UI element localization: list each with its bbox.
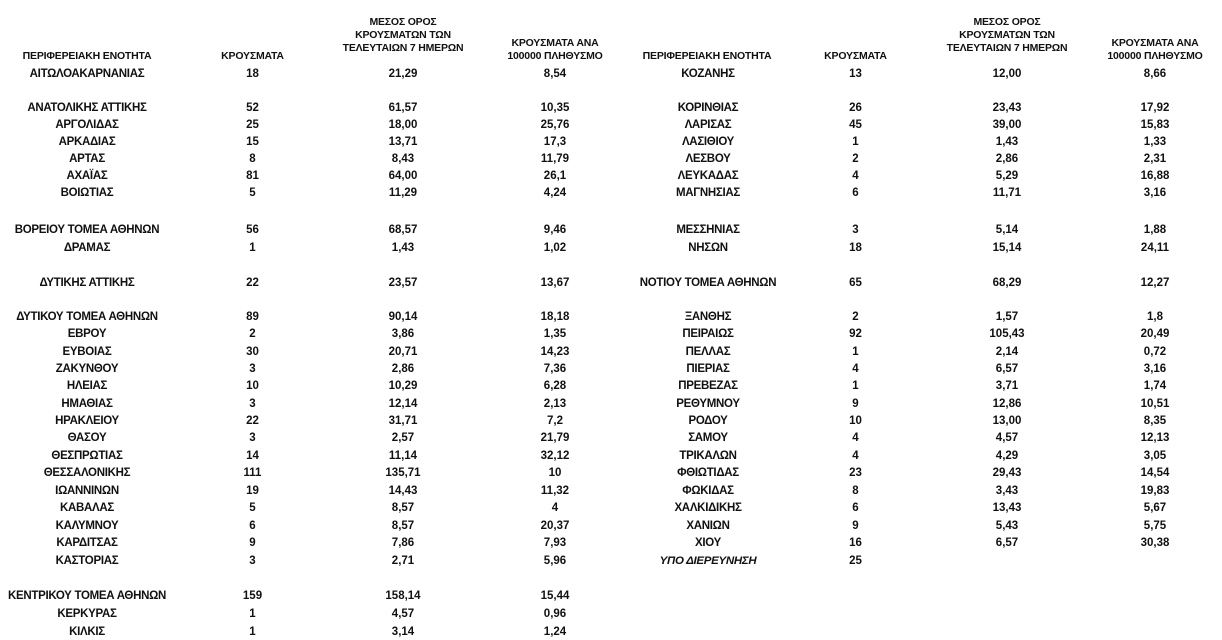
- region-name-cell: ΠΙΕΡΙΑΣ: [686, 363, 730, 375]
- per100k-cell: 26,1: [543, 170, 567, 182]
- avg-cell: 23,43: [992, 102, 1022, 114]
- per100k-cell: 4,24: [543, 187, 567, 199]
- avg-cell: 1,43: [391, 242, 415, 254]
- per100k-cell: 1,02: [543, 242, 567, 254]
- region-name-cell: ΖΑΚΥΝΘΟΥ: [55, 363, 119, 375]
- region-name-cell: ΗΜΑΘΙΑΣ: [61, 398, 113, 410]
- per100k-cell: 30,38: [1140, 537, 1170, 549]
- region-name-cell: ΛΕΣΒΟΥ: [685, 153, 731, 165]
- per100k-cell: 24,11: [1140, 242, 1170, 254]
- avg-cell: 1,57: [995, 311, 1019, 323]
- cases-cell: 111: [243, 467, 262, 479]
- region-name-cell: ΔΡΑΜΑΣ: [63, 242, 111, 254]
- region-name-cell: ΘΑΣΟΥ: [67, 432, 107, 444]
- per100k-cell: 2,31: [1143, 153, 1167, 165]
- per100k-cell: 11,79: [540, 153, 570, 165]
- region-name-cell: ΥΠΟ ΔΙΕΡΕΥΝΗΣΗ: [659, 555, 757, 567]
- cases-cell: 14: [246, 450, 259, 462]
- avg-cell: 31,71: [388, 415, 418, 427]
- cases-cell: 22: [246, 277, 259, 289]
- header-cases-label: ΚΡΟΥΣΜΑΤΑ: [221, 50, 284, 62]
- cases-cell: 92: [849, 328, 862, 340]
- cases-cell: 6: [249, 520, 256, 532]
- cases-cell: 18: [246, 68, 259, 80]
- per100k-cell: 10,35: [540, 102, 570, 114]
- cases-cell: 15: [246, 136, 259, 148]
- header-avg-line-1: ΜΕΣΟΣ ΟΡΟΣ: [973, 16, 1041, 28]
- table-row: [0, 500, 1222, 516]
- region-name-cell: ΑΡΓΟΛΙΔΑΣ: [55, 119, 119, 131]
- region-name-cell: ΧΙΟΥ: [695, 537, 721, 549]
- avg-cell: 135,71: [385, 467, 421, 479]
- per100k-cell: 15,44: [540, 590, 570, 602]
- cases-cell: 13: [849, 68, 862, 80]
- avg-cell: 23,57: [388, 277, 418, 289]
- cases-cell: 10: [849, 415, 862, 427]
- avg-cell: 18,00: [388, 119, 418, 131]
- avg-cell: 2,71: [391, 555, 415, 567]
- per100k-cell: 18,18: [540, 311, 570, 323]
- per100k-cell: 14,23: [540, 346, 570, 358]
- avg-cell: 12,00: [992, 68, 1022, 80]
- per100k-cell: 32,12: [540, 450, 570, 462]
- region-name-cell: ΑΝΑΤΟΛΙΚΗΣ ΑΤΤΙΚΗΣ: [27, 102, 147, 114]
- table-row: [0, 588, 1222, 604]
- cases-cell: 1: [852, 380, 859, 392]
- table-row: [0, 185, 1222, 201]
- per100k-cell: 1,88: [1143, 224, 1167, 236]
- per100k-cell: 5,75: [1143, 520, 1167, 532]
- table-row: [0, 606, 1222, 622]
- avg-cell: 64,00: [388, 170, 418, 182]
- header-cases-left: [205, 50, 300, 63]
- avg-cell: 2,57: [391, 432, 415, 444]
- per100k-cell: 25,76: [540, 119, 570, 131]
- avg-cell: 8,57: [391, 502, 415, 514]
- header-avg-line-2: ΚΡΟΥΣΜΑΤΩΝ ΤΩΝ: [355, 29, 451, 41]
- header-per100k-line-2: 100000 ΠΛΗΘΥΣΜΟ: [507, 50, 603, 62]
- region-name-cell: ΒΟΡΕΙΟΥ ΤΟΜΕΑ ΑΘΗΝΩΝ: [14, 224, 160, 236]
- region-name-cell: ΛΑΣΙΘΙΟΥ: [681, 136, 735, 148]
- avg-cell: 3,71: [995, 380, 1019, 392]
- avg-cell: 105,43: [989, 328, 1025, 340]
- region-name-cell: ΝΟΤΙΟΥ ΤΟΜΕΑ ΑΘΗΝΩΝ: [639, 277, 777, 289]
- region-name-cell: ΑΡΤΑΣ: [69, 153, 105, 165]
- per100k-cell: 7,2: [547, 415, 563, 427]
- region-name-cell: ΚΙΛΚΙΣ: [69, 626, 105, 638]
- region-name-cell: ΚΑΛΥΜΝΟΥ: [55, 520, 119, 532]
- table-row: [0, 518, 1222, 534]
- table-row: [0, 326, 1222, 342]
- cases-cell: 3: [249, 363, 256, 375]
- per100k-cell: 20,49: [1140, 328, 1170, 340]
- per100k-cell: 12,13: [1140, 432, 1170, 444]
- cases-cell: 4: [852, 363, 859, 375]
- header-region-label: ΠΕΡΙΦΕΡΕΙΑΚΗ ΕΝΟΤΗΤΑ: [22, 50, 152, 62]
- region-name-cell: ΔΥΤΙΚΗΣ ΑΤΤΙΚΗΣ: [39, 277, 135, 289]
- per100k-cell: 17,3: [543, 136, 567, 148]
- cases-cell: 18: [849, 242, 862, 254]
- per100k-cell: 16,88: [1140, 170, 1170, 182]
- table-row: [0, 553, 1222, 569]
- avg-cell: 4,57: [391, 608, 415, 620]
- header-region-label: ΠΕΡΙΦΕΡΕΙΑΚΗ ΕΝΟΤΗΤΑ: [642, 50, 772, 62]
- avg-cell: 6,57: [995, 537, 1019, 549]
- cases-cell: 5: [249, 187, 256, 199]
- table-row: [0, 309, 1222, 325]
- region-name-cell: ΡΕΘΥΜΝΟΥ: [676, 398, 740, 410]
- per100k-cell: 1,33: [1143, 136, 1167, 148]
- per100k-cell: 7,36: [543, 363, 567, 375]
- cases-cell: 5: [249, 502, 256, 514]
- table-row: [0, 430, 1222, 446]
- table-row: [0, 344, 1222, 360]
- per100k-cell: 3,05: [1143, 450, 1167, 462]
- avg-cell: 13,43: [992, 502, 1022, 514]
- header-per100k-line-1: ΚΡΟΥΣΜΑΤΑ ΑΝΑ: [511, 37, 599, 49]
- header-avg-line-2: ΚΡΟΥΣΜΑΤΩΝ ΤΩΝ: [959, 29, 1055, 41]
- cases-cell: 2: [852, 311, 859, 323]
- per100k-cell: 4: [551, 502, 559, 514]
- table-row: [0, 134, 1222, 150]
- cases-cell: 1: [249, 608, 256, 620]
- cases-cell: 1: [852, 346, 859, 358]
- avg-cell: 158,14: [385, 590, 421, 602]
- cases-cell: 30: [246, 346, 259, 358]
- region-name-cell: ΚΟΡΙΝΘΙΑΣ: [677, 102, 739, 114]
- region-name-cell: ΦΘΙΩΤΙΔΑΣ: [677, 467, 739, 479]
- per100k-cell: 6,28: [543, 380, 567, 392]
- per100k-cell: 1,74: [1143, 380, 1167, 392]
- cases-cell: 10: [246, 380, 259, 392]
- per100k-cell: 11,32: [540, 485, 570, 497]
- avg-cell: 14,43: [388, 485, 418, 497]
- region-name-cell: ΕΒΡΟΥ: [67, 328, 107, 340]
- region-name-cell: ΧΑΝΙΩΝ: [686, 520, 730, 532]
- cases-cell: 1: [852, 136, 859, 148]
- cases-cell: 25: [849, 555, 862, 567]
- cases-cell: 8: [249, 153, 256, 165]
- table-row: [0, 222, 1222, 238]
- avg-cell: 21,29: [388, 68, 418, 80]
- per100k-cell: 3,16: [1143, 363, 1167, 375]
- avg-cell: 2,14: [995, 346, 1019, 358]
- region-name-cell: ΔΥΤΙΚΟΥ ΤΟΜΕΑ ΑΘΗΝΩΝ: [16, 311, 158, 323]
- cases-cell: 1: [249, 626, 256, 638]
- per100k-cell: 0,96: [543, 608, 567, 620]
- table-row: [0, 396, 1222, 412]
- region-name-cell: ΚΕΝΤΡΙΚΟΥ ΤΟΜΕΑ ΑΘΗΝΩΝ: [8, 590, 166, 602]
- header-region-left: [2, 50, 172, 63]
- table-row: [0, 240, 1222, 256]
- avg-cell: 8,43: [391, 153, 415, 165]
- region-name-cell: ΛΕΥΚΑΔΑΣ: [677, 170, 739, 182]
- avg-cell: 20,71: [388, 346, 418, 358]
- region-name-cell: ΗΛΕΙΑΣ: [66, 380, 108, 392]
- avg-cell: 12,86: [992, 398, 1022, 410]
- header-avg-right: [922, 16, 1092, 55]
- avg-cell: 13,71: [388, 136, 418, 148]
- region-name-cell: ΣΑΜΟΥ: [688, 432, 728, 444]
- cases-cell: 23: [849, 467, 862, 479]
- region-name-cell: ΗΡΑΚΛΕΙΟΥ: [55, 415, 119, 427]
- per100k-cell: 8,66: [1143, 68, 1167, 80]
- per100k-cell: 5,67: [1143, 502, 1167, 514]
- per100k-cell: 8,54: [543, 68, 567, 80]
- region-name-cell: ΒΟΙΩΤΙΑΣ: [60, 187, 114, 199]
- avg-cell: 68,57: [388, 224, 418, 236]
- cases-cell: 26: [849, 102, 862, 114]
- header-cases-label: ΚΡΟΥΣΜΑΤΑ: [824, 50, 887, 62]
- per100k-cell: 21,79: [540, 432, 570, 444]
- region-name-cell: ΜΕΣΣΗΝΙΑΣ: [676, 224, 740, 236]
- table-row: [0, 378, 1222, 394]
- per100k-cell: 1,35: [543, 328, 567, 340]
- cases-cell: 2: [852, 153, 859, 165]
- avg-cell: 6,57: [995, 363, 1019, 375]
- cases-cell: 19: [246, 485, 259, 497]
- per100k-cell: 17,92: [1140, 102, 1170, 114]
- avg-cell: 4,29: [995, 450, 1019, 462]
- header-avg-line-3: ΤΕΛΕΥΤΑΙΩΝ 7 ΗΜΕΡΩΝ: [946, 42, 1068, 54]
- table-row: [0, 66, 1222, 82]
- cases-cell: 3: [249, 555, 256, 567]
- region-name-cell: ΑΡΚΑΔΙΑΣ: [58, 136, 116, 148]
- avg-cell: 29,43: [992, 467, 1022, 479]
- region-name-cell: ΚΑΡΔΙΤΣΑΣ: [56, 537, 118, 549]
- per100k-cell: 12,27: [1140, 277, 1170, 289]
- table-row: [0, 483, 1222, 499]
- region-name-cell: ΑΧΑΪΑΣ: [66, 170, 108, 182]
- avg-cell: 1,43: [995, 136, 1019, 148]
- cases-cell: 65: [849, 277, 862, 289]
- per100k-cell: 19,83: [1140, 485, 1170, 497]
- avg-cell: 3,43: [995, 485, 1019, 497]
- cases-cell: 159: [242, 590, 263, 602]
- cases-cell: 16: [849, 537, 862, 549]
- header-per100k-line-2: 100000 ΠΛΗΘΥΣΜΟ: [1107, 50, 1203, 62]
- cases-cell: 81: [246, 170, 259, 182]
- cases-cell: 3: [249, 432, 256, 444]
- avg-cell: 39,00: [992, 119, 1022, 131]
- table-row: [0, 100, 1222, 116]
- avg-cell: 68,29: [992, 277, 1022, 289]
- table-row: [0, 448, 1222, 464]
- cases-cell: 2: [249, 328, 256, 340]
- table-row: [0, 535, 1222, 551]
- cases-cell: 9: [249, 537, 256, 549]
- avg-cell: 61,57: [388, 102, 418, 114]
- region-name-cell: ΑΙΤΩΛΟΑΚΑΡΝΑΝΙΑΣ: [29, 68, 145, 80]
- avg-cell: 5,43: [995, 520, 1019, 532]
- region-name-cell: ΠΕΙΡΑΙΩΣ: [682, 328, 734, 340]
- avg-cell: 7,86: [391, 537, 415, 549]
- cases-cell: 6: [852, 187, 859, 199]
- per100k-cell: 1,8: [1147, 311, 1163, 323]
- region-name-cell: ΞΑΝΘΗΣ: [684, 311, 732, 323]
- region-name-cell: ΜΑΓΝΗΣΙΑΣ: [675, 187, 740, 199]
- header-per100k-left: [485, 37, 625, 63]
- region-name-cell: ΚΑΒΑΛΑΣ: [60, 502, 114, 514]
- cases-cell: 1: [249, 242, 256, 254]
- table-row: [0, 275, 1222, 291]
- avg-cell: 11,14: [388, 450, 418, 462]
- region-name-cell: ΦΩΚΙΔΑΣ: [682, 485, 734, 497]
- per100k-cell: 9,46: [543, 224, 567, 236]
- avg-cell: 4,57: [995, 432, 1019, 444]
- cases-cell: 56: [246, 224, 259, 236]
- region-name-cell: ΠΡΕΒΕΖΑΣ: [678, 380, 738, 392]
- region-name-cell: ΝΗΣΩΝ: [688, 242, 728, 254]
- table-row: [0, 465, 1222, 481]
- region-name-cell: ΚΟΖΑΝΗΣ: [681, 68, 735, 80]
- header-avg-line-3: ΤΕΛΕΥΤΑΙΩΝ 7 ΗΜΕΡΩΝ: [342, 42, 464, 54]
- per100k-cell: 1,24: [543, 626, 567, 638]
- region-name-cell: ΙΩΑΝΝΙΝΩΝ: [55, 485, 119, 497]
- avg-cell: 8,57: [391, 520, 415, 532]
- avg-cell: 90,14: [388, 311, 418, 323]
- region-name-cell: ΧΑΛΚΙΔΙΚΗΣ: [674, 502, 742, 514]
- per100k-cell: 0,72: [1143, 346, 1167, 358]
- header-per100k-line-1: ΚΡΟΥΣΜΑΤΑ ΑΝΑ: [1111, 37, 1199, 49]
- per100k-cell: 15,83: [1140, 119, 1170, 131]
- cases-cell: 22: [246, 415, 259, 427]
- header-avg-left: [318, 16, 488, 55]
- region-name-cell: ΘΕΣΠΡΩΤΙΑΣ: [51, 450, 123, 462]
- per100k-cell: 8,35: [1143, 415, 1167, 427]
- avg-cell: 2,86: [995, 153, 1019, 165]
- avg-cell: 15,14: [992, 242, 1022, 254]
- per100k-cell: 10,51: [1140, 398, 1170, 410]
- cases-cell: 3: [249, 398, 256, 410]
- per100k-cell: 2,13: [543, 398, 567, 410]
- avg-cell: 3,86: [391, 328, 415, 340]
- per100k-cell: 5,96: [543, 555, 567, 567]
- cases-cell: 45: [849, 119, 862, 131]
- header-region-right: [622, 50, 792, 63]
- region-name-cell: ΤΡΙΚΑΛΩΝ: [679, 450, 737, 462]
- table-row: [0, 624, 1222, 640]
- cases-cell: 52: [246, 102, 259, 114]
- cases-cell: 8: [852, 485, 859, 497]
- header-avg-line-1: ΜΕΣΟΣ ΟΡΟΣ: [369, 16, 437, 28]
- region-name-cell: ΛΑΡΙΣΑΣ: [684, 119, 732, 131]
- cases-cell: 6: [852, 502, 859, 514]
- per100k-cell: 20,37: [540, 520, 570, 532]
- avg-cell: 2,86: [391, 363, 415, 375]
- cases-cell: 89: [246, 311, 259, 323]
- per100k-cell: 13,67: [540, 277, 570, 289]
- cases-cell: 25: [246, 119, 259, 131]
- avg-cell: 5,29: [995, 170, 1019, 182]
- region-name-cell: ΘΕΣΣΑΛΟΝΙΚΗΣ: [43, 467, 131, 479]
- cases-cell: 4: [852, 432, 859, 444]
- avg-cell: 10,29: [388, 380, 418, 392]
- table-row: [0, 151, 1222, 167]
- avg-cell: 11,71: [992, 187, 1022, 199]
- region-name-cell: ΚΑΣΤΟΡΙΑΣ: [55, 555, 119, 567]
- table-row: [0, 168, 1222, 184]
- header-per100k-right: [1088, 37, 1222, 63]
- region-name-cell: ΚΕΡΚΥΡΑΣ: [57, 608, 117, 620]
- region-name-cell: ΡΟΔΟΥ: [688, 415, 728, 427]
- cases-cell: 4: [852, 170, 859, 182]
- avg-cell: 11,29: [388, 187, 418, 199]
- per100k-cell: 3,16: [1143, 187, 1167, 199]
- cases-cell: 9: [852, 398, 859, 410]
- avg-cell: 13,00: [992, 415, 1022, 427]
- table-row: [0, 361, 1222, 377]
- header-cases-right: [808, 50, 903, 63]
- region-name-cell: ΕΥΒΟΙΑΣ: [62, 346, 112, 358]
- table-row: [0, 413, 1222, 429]
- cases-cell: 4: [852, 450, 859, 462]
- cases-cell: 3: [852, 224, 859, 236]
- cases-cell: 9: [852, 520, 859, 532]
- avg-cell: 5,14: [995, 224, 1019, 236]
- per100k-cell: 10: [548, 467, 562, 479]
- region-name-cell: ΠΕΛΛΑΣ: [685, 346, 731, 358]
- per100k-cell: 7,93: [543, 537, 567, 549]
- avg-cell: 12,14: [388, 398, 418, 410]
- per100k-cell: 14,54: [1140, 467, 1170, 479]
- avg-cell: 3,14: [391, 626, 415, 638]
- table-row: [0, 117, 1222, 133]
